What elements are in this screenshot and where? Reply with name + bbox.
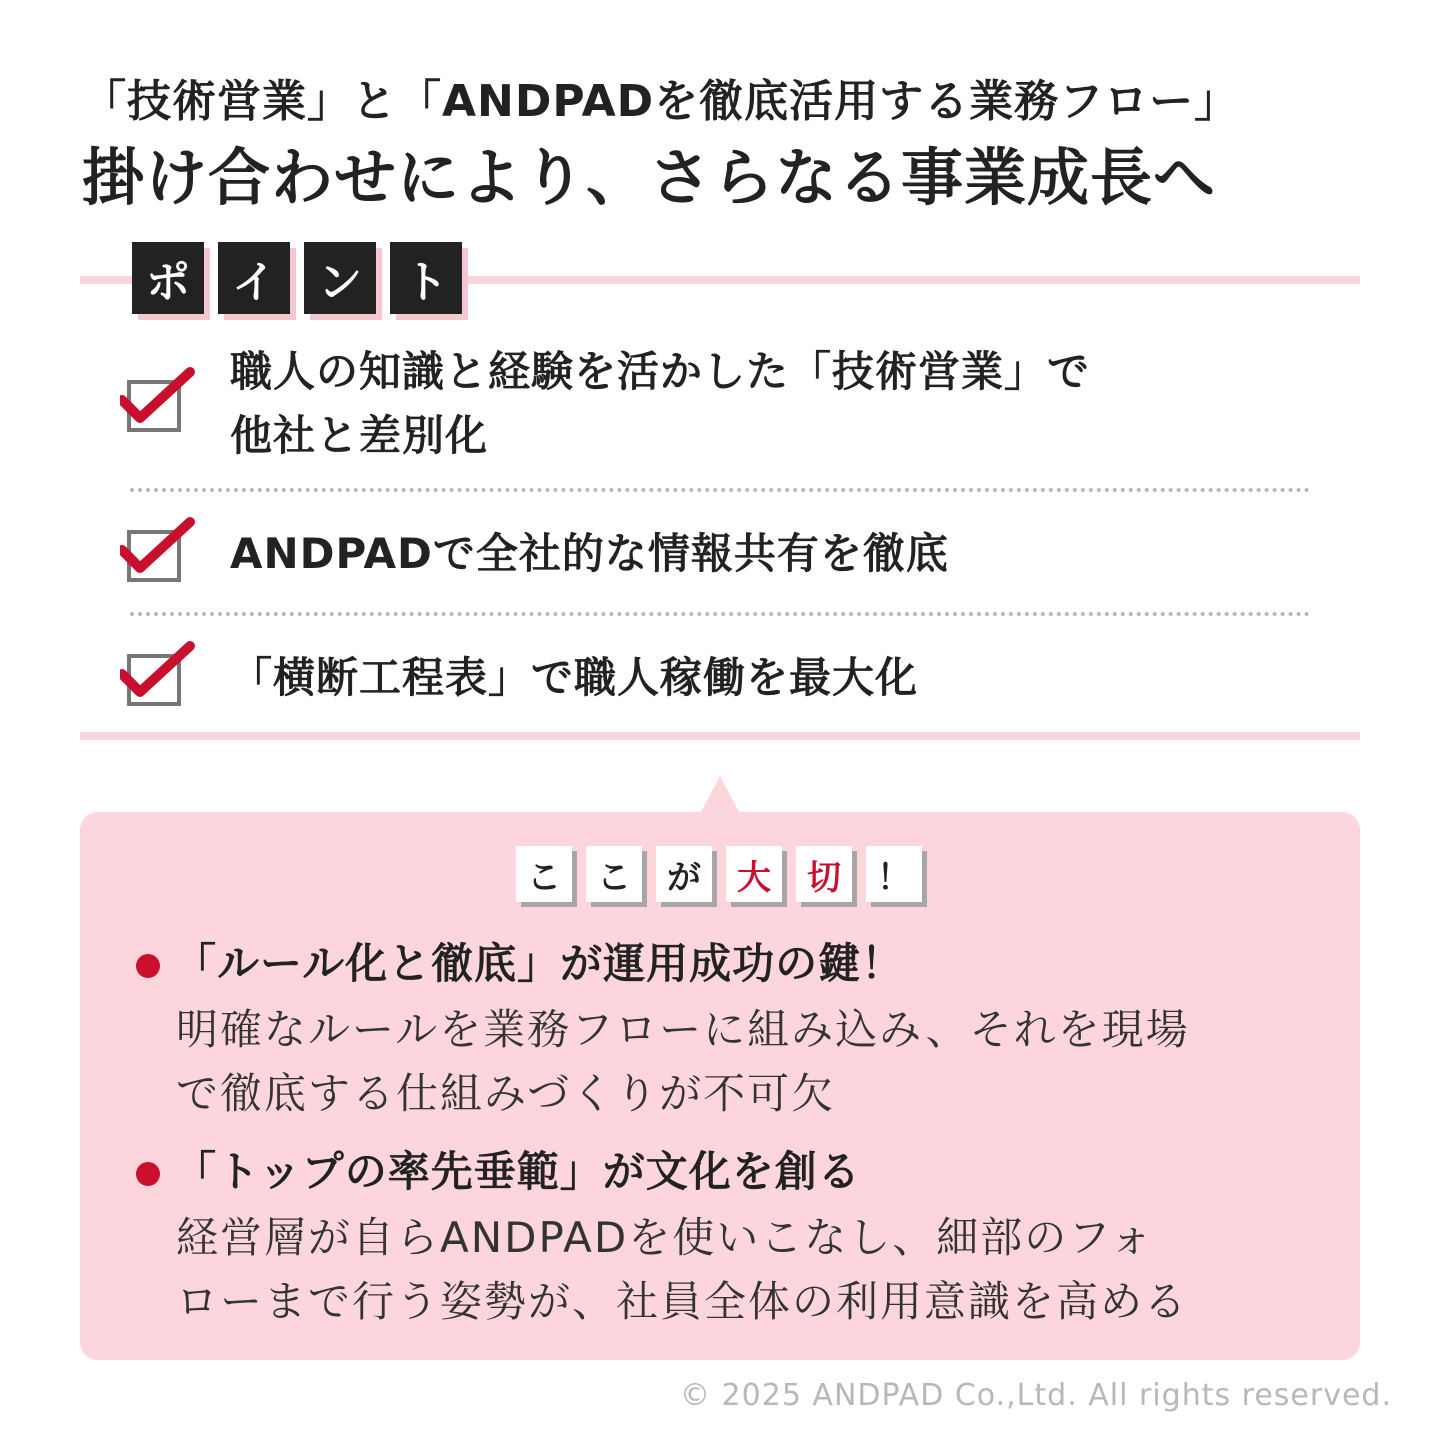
bullet-dot-icon — [136, 954, 160, 978]
checkbox-checked-icon — [120, 516, 200, 586]
callout-bullet-2-body-2: ローまで行う姿勢が、社員全体の利用意識を高める — [176, 1277, 1189, 1326]
important-tile-2: こ — [586, 846, 642, 902]
checkbox-checked-icon — [120, 366, 200, 436]
point-tile-3: ン — [304, 242, 376, 314]
dotted-divider-1 — [130, 488, 1310, 492]
important-tile-3: が — [656, 846, 712, 902]
pink-divider-bottom — [80, 732, 1360, 740]
dotted-divider-2 — [130, 612, 1310, 616]
important-tile-4: 大 — [726, 846, 782, 902]
point-item-2-line-1: ANDPADで全社的な情報共有を徹底 — [230, 529, 949, 578]
point-tile-1: ポ — [132, 242, 204, 314]
callout-bullet-2-heading: 「トップの率先垂範」が文化を創る — [174, 1147, 861, 1196]
important-tile-1: こ — [516, 846, 572, 902]
title-line-2: 掛け合わせにより、さらなる事業成長へ — [82, 141, 1217, 214]
checkbox-checked-icon — [120, 640, 200, 710]
point-label — [132, 242, 462, 314]
point-tile-4: ト — [390, 242, 462, 314]
point-item-3-line-1: 「横断工程表」で職人稼働を最大化 — [230, 653, 919, 702]
title-line-1: 「技術営業」と「ANDPADを徹底活用する業務フロー」 — [82, 76, 1240, 127]
point-item-1-line-1: 職人の知識と経験を活かした「技術営業」で — [230, 347, 1091, 396]
callout-pointer — [700, 776, 740, 814]
callout-bullet-2-body-1: 経営層が自らANDPADを使いこなし、細部のフォ — [176, 1213, 1155, 1262]
callout-box — [80, 812, 1360, 1360]
important-tile-6: ！ — [866, 846, 922, 902]
point-item-1-line-2: 他社と差別化 — [230, 411, 489, 460]
points-section — [80, 240, 1360, 740]
important-tile-5: 切 — [796, 846, 852, 902]
callout-bullet-1-heading: 「ルール化と徹底」が運用成功の鍵！ — [174, 939, 905, 988]
callout-bullet-1-body-2: で徹底する仕組みづくりが不可欠 — [176, 1069, 836, 1118]
header — [82, 74, 1382, 218]
bullet-dot-icon — [136, 1162, 160, 1186]
copyright-notice: © 2025 ANDPAD Co.,Ltd. All rights reserved. — [680, 1378, 1392, 1413]
callout-bullet-1-body-1: 明確なルールを業務フローに組み込み、それを現場 — [176, 1005, 1190, 1054]
important-label — [516, 846, 922, 902]
point-tile-2: イ — [218, 242, 290, 314]
